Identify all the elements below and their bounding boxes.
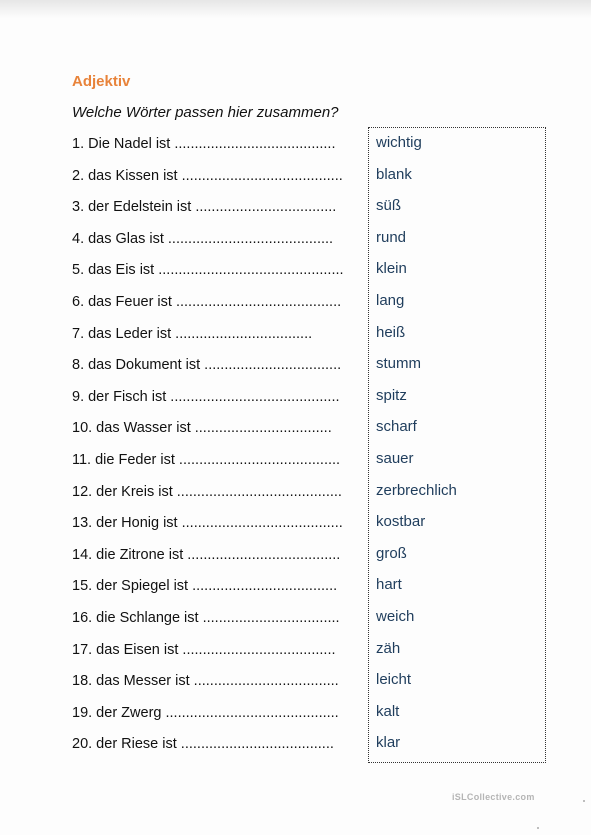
sentence-item: 8. das Dokument ist .................................. [72, 357, 342, 374]
speck-dot [537, 827, 539, 829]
worksheet-title: Adjektiv [72, 73, 131, 90]
word-bank-item: klar [376, 734, 401, 752]
sentence-item: 4. das Glas ist ......................................... [72, 230, 334, 247]
word-bank-item: blank [376, 165, 412, 183]
instruction-text: Welche Wörter passen hier zusammen? [72, 104, 339, 121]
sentence-item: 9. der Fisch ist .......................................... [72, 388, 340, 405]
word-bank-list [376, 134, 457, 766]
word-bank-box [368, 127, 546, 763]
word-bank-item: stumm [376, 355, 421, 373]
sentence-item: 12. der Kreis ist ......................................... [72, 483, 342, 500]
sentence-item: 13. der Honig ist ........................................ [72, 515, 343, 532]
word-bank-item: süß [376, 197, 402, 215]
top-shadow [0, 0, 591, 18]
word-bank-item: scharf [376, 418, 417, 436]
sentence-item: 16. die Schlange ist .................................. [72, 609, 340, 626]
sentence-item: 15. der Spiegel ist .................................... [72, 578, 338, 595]
sentence-item: 10. das Wasser ist .................................. [72, 420, 332, 437]
sentence-list [72, 136, 362, 768]
word-bank-item: kostbar [376, 513, 426, 531]
word-bank-item: zerbrechlich [376, 481, 457, 499]
sentence-item: 6. das Feuer ist ......................................... [72, 293, 342, 310]
word-bank-item: kalt [376, 702, 400, 720]
sentence-item: 2. das Kissen ist ........................................ [72, 167, 343, 184]
sentence-item: 18. das Messer ist .................................... [72, 673, 339, 690]
word-bank-item: spitz [376, 386, 407, 404]
sentence-item: 5. das Eis ist .............................................. [72, 262, 344, 279]
word-bank-item: zäh [376, 639, 401, 657]
word-bank-item: leicht [376, 671, 412, 689]
sentence-item: 1. Die Nadel ist ........................................ [72, 136, 336, 152]
word-bank-item: klein [376, 260, 407, 278]
sentence-item: 20. der Riese ist ...................................... [72, 736, 334, 753]
word-bank-item: wichtig [376, 134, 422, 151]
speck-dot [583, 800, 585, 802]
word-bank-item: heiß [376, 323, 406, 341]
sentence-item: 7. das Leder ist .................................. [72, 325, 313, 342]
sentence-item: 3. der Edelstein ist ................................... [72, 199, 337, 216]
word-bank-item: lang [376, 291, 405, 309]
sentence-item: 11. die Feder ist ........................................ [72, 451, 341, 468]
sentence-item: 19. der Zwerg ........................................... [72, 704, 339, 721]
sentence-item: 14. die Zitrone ist ...................................... [72, 546, 341, 563]
word-bank-item: weich [376, 607, 415, 625]
watermark: iSLCollective.com [452, 792, 535, 802]
sentence-item: 17. das Eisen ist ...................................... [72, 641, 336, 658]
word-bank-item: groß [376, 544, 407, 562]
word-bank-item: sauer [376, 449, 414, 467]
word-bank-item: rund [376, 228, 407, 246]
word-bank-item: hart [376, 576, 402, 594]
